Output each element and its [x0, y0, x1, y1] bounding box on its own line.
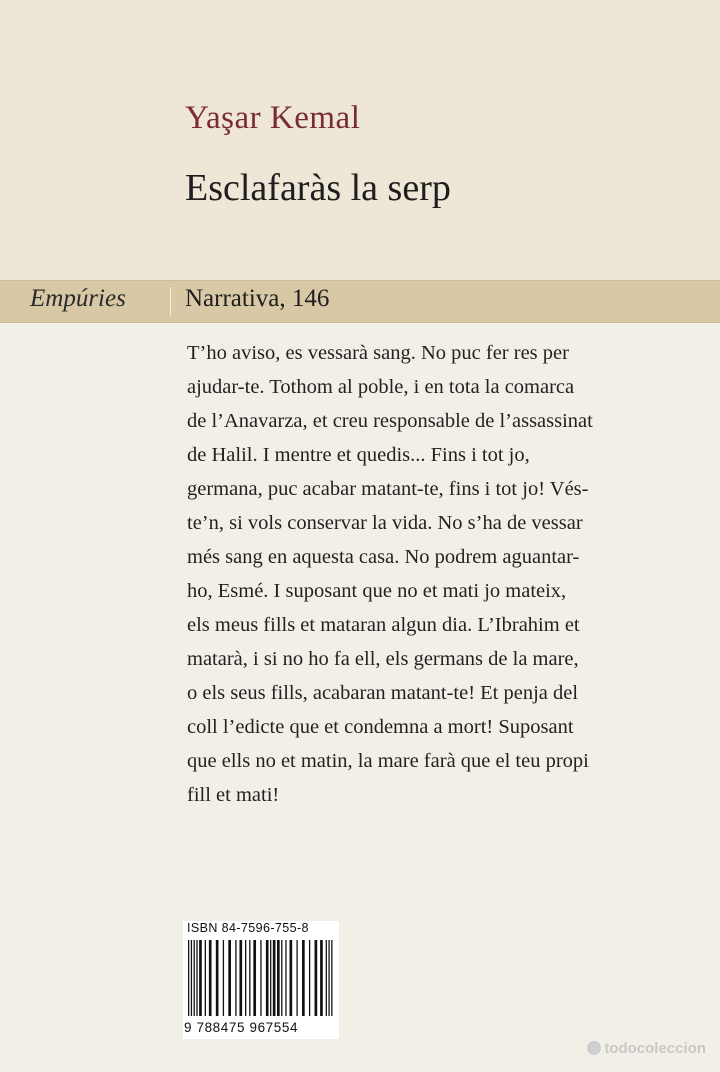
blurb-line: ho, Esmé. I suposant que no et mati jo mateix, — [187, 580, 567, 602]
isbn-barcode-block — [183, 921, 339, 1039]
blurb-line: germana, puc acabar matant-te, fins i tot jo! Vés- — [187, 478, 589, 500]
barcode-bar — [194, 940, 195, 1016]
blurb-line: que ells no et matin, la mare farà que el teu propi — [187, 750, 589, 772]
blurb-line: o els seus fills, acabaran matant-te! Et penja del — [187, 682, 579, 704]
series-band — [0, 280, 720, 323]
barcode-bar — [315, 940, 318, 1016]
barcode-bar — [273, 940, 276, 1016]
top-title-area — [0, 0, 720, 280]
blurb-line: matarà, i si no ho fa ell, els germans de la mare, — [187, 648, 579, 670]
blurb-line: els meus fills et mataran algun dia. L’Ibrahim et — [187, 614, 580, 636]
blurb-line: te’n, si vols conservar la vida. No s’ha de vessar — [187, 512, 583, 534]
barcode-bar — [209, 940, 212, 1016]
barcode-bar — [191, 940, 192, 1016]
blurb-line: més sang en aquesta casa. No podrem aguantar- — [187, 546, 580, 568]
barcode-bar — [205, 940, 206, 1016]
blurb-line: coll l’edicte que et condemna a mort! Suposant — [187, 716, 574, 738]
blurb-line: de Halil. I mentre et quedis... Fins i tot jo, — [187, 444, 530, 466]
band-divider — [170, 287, 171, 316]
barcode-bar — [309, 940, 310, 1016]
isbn-label: ISBN 84-7596-755-8 — [187, 921, 309, 935]
barcode-bar — [249, 940, 250, 1016]
book-title: Esclafaràs la serp — [185, 167, 451, 209]
barcode-icon — [187, 940, 335, 1018]
watermark-text: todocoleccion — [604, 1040, 706, 1057]
barcode-bar — [188, 940, 189, 1016]
watermark-logo-icon — [587, 1041, 601, 1055]
barcode-bar — [285, 940, 286, 1016]
barcode-bar — [260, 940, 261, 1016]
ean-number: 9 788475 967554 — [184, 1020, 299, 1035]
barcode-bar — [223, 940, 224, 1016]
barcode-bar — [245, 940, 246, 1016]
barcode-bar — [331, 940, 332, 1016]
blurb-text — [187, 336, 715, 812]
barcode-bar — [296, 940, 297, 1016]
series-name: Narrativa, 146 — [185, 285, 330, 312]
blurb-line: de l’Anavarza, et creu responsable de l’assassinat — [187, 410, 593, 432]
barcode-bar — [277, 940, 280, 1016]
barcode-bar — [326, 940, 327, 1016]
author-name: Yaşar Kemal — [185, 100, 361, 136]
barcode-bar — [281, 940, 282, 1016]
barcode-bar — [266, 940, 269, 1016]
barcode-bar — [290, 940, 293, 1016]
blurb-line: ajudar-te. Tothom al poble, i en tota la comarca — [187, 376, 575, 398]
barcode-bar — [235, 940, 236, 1016]
barcode-bar — [302, 940, 305, 1016]
publisher-name: Empúries — [30, 285, 126, 312]
barcode-bar — [328, 940, 329, 1016]
barcode-bar — [216, 940, 219, 1016]
barcode-bar — [239, 940, 242, 1016]
watermark — [587, 1040, 706, 1057]
barcode-bar — [228, 940, 231, 1016]
barcode-bar — [320, 940, 323, 1016]
barcode-bar — [253, 940, 256, 1016]
blurb-line: T’ho aviso, es vessarà sang. No puc fer res per — [187, 342, 569, 364]
barcode-bar — [199, 940, 202, 1016]
blurb-line: fill et mati! — [187, 784, 280, 806]
barcode-bar — [196, 940, 197, 1016]
barcode-bar — [270, 940, 271, 1016]
